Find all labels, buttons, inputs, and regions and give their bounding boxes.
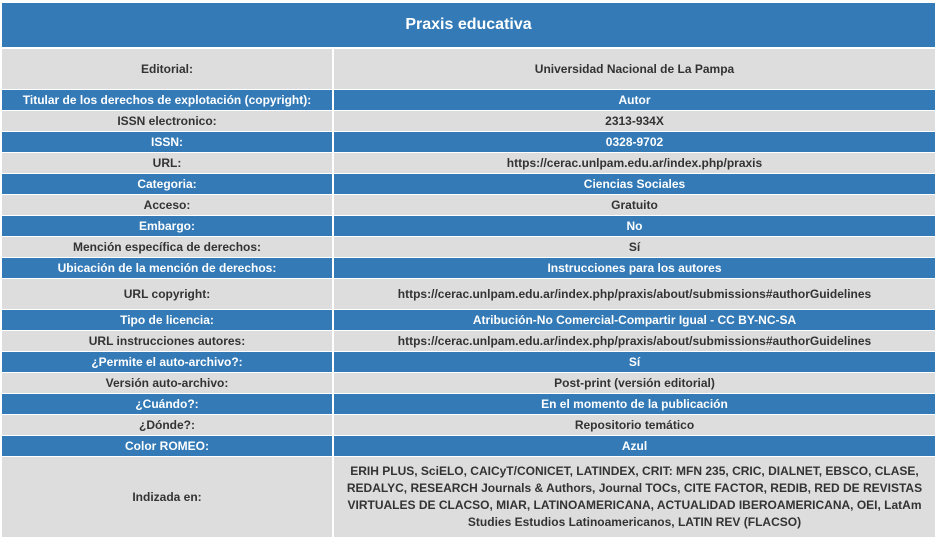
- row-label: ISSN electronico:: [2, 111, 332, 131]
- table-row-url-copyright: [2, 279, 935, 309]
- row-label: ¿Permite el auto-archivo?:: [2, 352, 332, 372]
- table-row-self-archive: [2, 352, 935, 372]
- row-value: Post-print (versión editorial): [334, 373, 935, 393]
- row-label: Indizada en:: [2, 457, 332, 537]
- table-row-archive-version: [2, 373, 935, 393]
- row-value: En el momento de la publicación: [334, 394, 935, 414]
- table-row-url: [2, 153, 935, 173]
- row-label: Editorial:: [2, 49, 332, 89]
- table-row-where: [2, 415, 935, 435]
- row-value: Azul: [334, 436, 935, 456]
- row-value: Universidad Nacional de La Pampa: [334, 49, 935, 89]
- row-value: 2313-934X: [334, 111, 935, 131]
- row-label: ¿Cuándo?:: [2, 394, 332, 414]
- table-row-rights-location: [2, 258, 935, 278]
- table-row-when: [2, 394, 935, 414]
- table-row-embargo: [2, 216, 935, 236]
- row-label: Acceso:: [2, 195, 332, 215]
- row-value: Ciencias Sociales: [334, 174, 935, 194]
- row-label: Color ROMEO:: [2, 436, 332, 456]
- row-label: Categoria:: [2, 174, 332, 194]
- row-label: ISSN:: [2, 132, 332, 152]
- row-label: Versión auto-archivo:: [2, 373, 332, 393]
- page-title: Praxis educativa: [2, 3, 935, 47]
- row-label: Ubicación de la mención de derechos:: [2, 258, 332, 278]
- table-row-license-type: [2, 310, 935, 330]
- row-label: URL instrucciones autores:: [2, 331, 332, 351]
- table-row-issn-electronic: [2, 111, 935, 131]
- table-row-author-instructions-url: [2, 331, 935, 351]
- table-row-copyright-holder: [2, 90, 935, 110]
- row-value: Gratuito: [334, 195, 935, 215]
- row-value: Sí: [334, 352, 935, 372]
- table-row-rights-mention: [2, 237, 935, 257]
- row-label: Mención específica de derechos:: [2, 237, 332, 257]
- row-value: https://cerac.unlpam.edu.ar/index.php/praxis: [334, 153, 935, 173]
- table-row-access: [2, 195, 935, 215]
- table-row-romeo-color: [2, 436, 935, 456]
- row-value: https://cerac.unlpam.edu.ar/index.php/praxis/about/submissions#authorGuidelines: [334, 279, 935, 309]
- table-row-category: [2, 174, 935, 194]
- row-label: Embargo:: [2, 216, 332, 236]
- row-label: URL copyright:: [2, 279, 332, 309]
- row-label: Titular de los derechos de explotación (copyright):: [2, 90, 332, 110]
- table-row-editorial: [2, 49, 935, 89]
- row-value: ERIH PLUS, SciELO, CAICyT/CONICET, LATINDEX, CRIT: MFN 235, CRIC, DIALNET, EBSCO, CLASE, REDALYC, RESEARCH Journals & Authors, Journal TOCs, CITE FACTOR, REDIB, RED DE REVISTAS VIRTUALES DE CLACSO, MIAR, LATINOAMERICANA, ACTUALIDAD IBEROAMERICANA, OEI, LatAm Studies Estudios Latinoamericanos, LATIN REV (FLACSO): [334, 457, 935, 537]
- row-value: 0328-9702: [334, 132, 935, 152]
- row-label: Tipo de licencia:: [2, 310, 332, 330]
- row-value: Sí: [334, 237, 935, 257]
- row-label: ¿Dónde?:: [2, 415, 332, 435]
- table-row-indexed-in: [2, 457, 935, 537]
- table-row-issn: [2, 132, 935, 152]
- row-value: No: [334, 216, 935, 236]
- row-label: URL:: [2, 153, 332, 173]
- row-value: Autor: [334, 90, 935, 110]
- journal-info-table: [2, 48, 935, 538]
- row-value: Atribución-No Comercial-Compartir Igual - CC BY-NC-SA: [334, 310, 935, 330]
- row-value: Instrucciones para los autores: [334, 258, 935, 278]
- row-value: Repositorio temático: [334, 415, 935, 435]
- row-value: https://cerac.unlpam.edu.ar/index.php/praxis/about/submissions#authorGuidelines: [334, 331, 935, 351]
